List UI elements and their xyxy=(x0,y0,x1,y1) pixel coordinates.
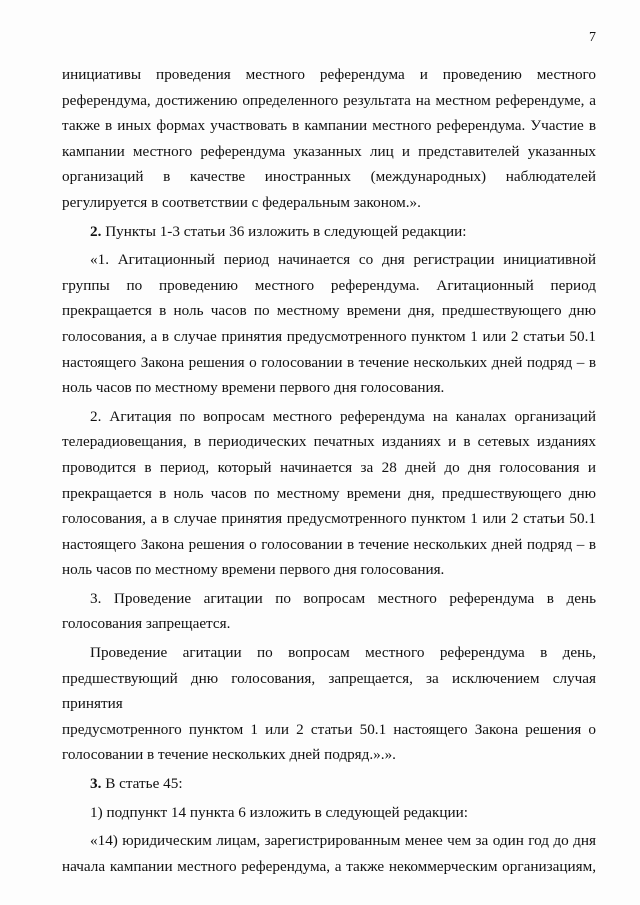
paragraph-line: начала кампании местного референдума, а также некоммерческим организациям, xyxy=(62,857,596,875)
paragraph-line: голосования запрещается. xyxy=(62,615,231,633)
paragraph-line: настоящего Закона решения о голосовании в течение нескольких дней подряд – в xyxy=(62,535,596,553)
paragraph-line: группы по проведению местного референдума. Агитационный период xyxy=(62,276,596,294)
paragraph-line: настоящего Закона решения о голосовании в течение нескольких дней подряд – в xyxy=(62,353,596,371)
paragraph-line: предшествующий дню голосования, запрещается, за исключением случая принятия xyxy=(62,669,596,713)
paragraph-line: прекращается в ноль часов по местному времени дня, предшествующего дню xyxy=(62,484,596,502)
paragraph-line: также в иных формах участвовать в кампании местного референдума. Участие в xyxy=(62,117,596,135)
paragraph-line: 3. Проведение агитации по вопросам местного референдума в день xyxy=(90,589,596,607)
paragraph-line: голосования, а в случае принятия предусмотренного пунктом 1 или 2 статьи 50.1 xyxy=(62,510,596,528)
paragraph-line: прекращается в ноль часов по местному времени дня, предшествующего дню xyxy=(62,302,596,320)
paragraph-line: ноль часов по местному времени первого дня голосования. xyxy=(62,379,445,397)
paragraph-line: телерадиовещания, в периодических печатных изданиях и в сетевых изданиях xyxy=(62,433,596,451)
paragraph-line: ноль часов по местному времени первого дня голосования. xyxy=(62,561,445,579)
page-number: 7 xyxy=(589,30,596,45)
list-item-heading xyxy=(62,771,596,797)
paragraph-line: организаций в качестве иностранных (международных) наблюдателей xyxy=(62,168,596,186)
paragraph-line: 1) подпункт 14 пункта 6 изложить в следующей редакции: xyxy=(90,803,469,821)
paragraph-line: проводится в период, который начинается за 28 дней до дня голосования и xyxy=(62,458,596,476)
paragraph-line: референдума, достижению определенного результата на местном референдуме, а xyxy=(62,91,596,109)
paragraph-line: голосовании в течение нескольких дней подряд.».». xyxy=(62,746,396,764)
item-number: 3. xyxy=(90,775,102,793)
list-item-heading xyxy=(62,219,596,245)
paragraph-line: голосования, а в случае принятия предусмотренного пунктом 1 или 2 статьи 50.1 xyxy=(62,327,596,345)
paragraph-line: предусмотренного пунктом 1 или 2 статьи 50.1 настоящего Закона решения о xyxy=(62,720,596,738)
paragraph-line: кампании местного референдума указанных лиц и представителей указанных xyxy=(62,142,596,160)
paragraph-line: 2. Агитация по вопросам местного референдума на каналах организаций xyxy=(90,407,596,425)
paragraph-line: «1. Агитационный период начинается со дня регистрации инициативной xyxy=(90,251,596,269)
paragraph-line: «14) юридическим лицам, зарегистрированным менее чем за один год до дня xyxy=(90,832,596,850)
paragraph-line: регулируется в соответствии с федеральным законом.». xyxy=(62,193,421,211)
paragraph-line: В статье 45: xyxy=(101,775,183,793)
paragraph-line: Проведение агитации по вопросам местного референдума в день, xyxy=(90,644,596,662)
paragraph-line: Пункты 1-3 статьи 36 изложить в следующей редакции: xyxy=(101,222,467,240)
item-number: 2. xyxy=(90,222,102,240)
paragraph-line: инициативы проведения местного референдума и проведению местного xyxy=(62,66,596,83)
document-body xyxy=(62,62,596,879)
